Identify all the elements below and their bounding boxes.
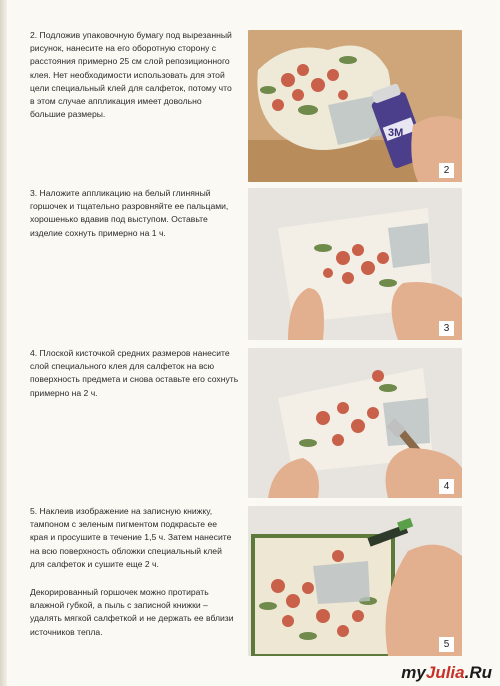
watermark-prefix: my (401, 663, 426, 682)
step-5-photo (248, 506, 462, 656)
photo-number-4: 4 (439, 479, 454, 494)
site-watermark (401, 663, 492, 683)
watermark-suffix: .Ru (464, 663, 492, 682)
final-note: Декорированный горшочек можно протирать влажной губкой, а пыль с записной книжки – удалять мягкой салфеткой и не держать ее вблизи источников тепла. (30, 587, 234, 637)
step-3-text: 3. Наложите аппликацию на белый глиняный горшочек и тщательно разровняйте ее пальцами, хорошенько вдавив под выступом. Оставьте изделие сохнуть примерно на 1 ч. (30, 188, 229, 238)
step-4-photo (248, 348, 462, 498)
step-3-photo (248, 188, 462, 340)
spray-can-label: 3M (388, 127, 404, 139)
photo-number-2: 2 (439, 163, 454, 178)
step-2-photo (248, 30, 462, 182)
step-5-text: 5. Наклеив изображение на записную книжку, тампоном с зеленым пигментом подкрасьте ее края и просушите в течение 1,5 ч. Затем нанесите на всю поверхность обложки специальный клей для салфеток и сушите еще 2 ч. (30, 506, 232, 569)
step-2-text: 2. Подложив упаковочную бумагу под вырезанный рисунок, нанесите на его оборотную сторону с расстояния примерно 25 см слой репозиционного клея. Нет необходимости использовать для этой цели специальный клей для салфеток, потому что в этом случае аппликация имеет довольно большие размеры. (30, 30, 232, 120)
watermark-highlight: Julia (425, 663, 465, 682)
step-4-text: 4. Плоской кисточкой средних размеров нанесите слой специального клея для салфеток на всю поверхность предмета и снова оставьте его сохнуть примерно на 2 ч. (30, 348, 239, 398)
page-binding-edge (0, 0, 7, 686)
photo-number-3: 3 (439, 321, 454, 336)
photo-number-5: 5 (439, 637, 454, 652)
